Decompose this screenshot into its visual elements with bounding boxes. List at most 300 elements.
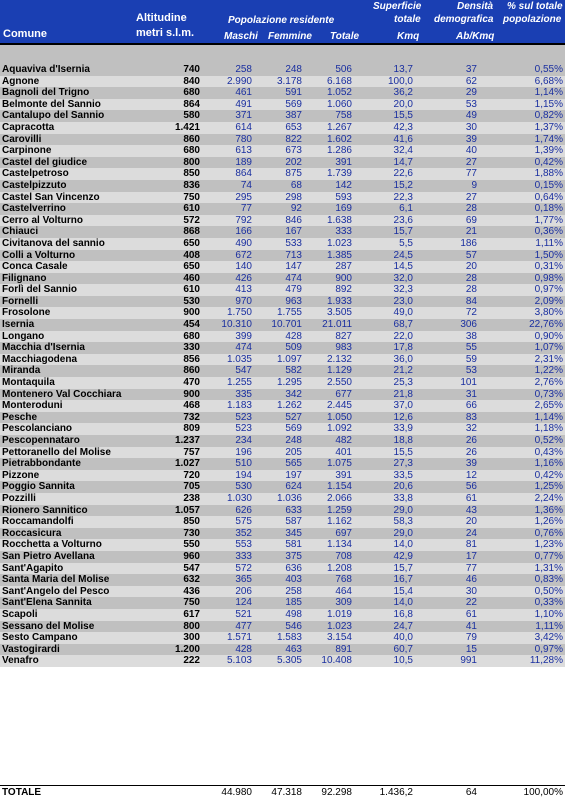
cell-totale: 1.602: [326, 133, 352, 145]
cell-femmine: 474: [285, 272, 302, 284]
table-row: [0, 250, 565, 262]
cell-femmine: 527: [285, 411, 302, 423]
cell-densita: 57: [465, 249, 477, 261]
cell-femmine: 653: [285, 121, 302, 133]
cell-comune: Belmonte del Sannio: [2, 98, 101, 110]
total-densita: 64: [465, 787, 477, 798]
cell-femmine: 581: [285, 539, 302, 551]
cell-femmine: 875: [285, 168, 302, 180]
cell-maschi: 1.030: [226, 492, 252, 504]
cell-altitudine: 1.057: [174, 504, 200, 516]
table-row: [0, 157, 565, 169]
cell-superficie: 17,8: [393, 342, 413, 354]
cell-comune: Colli a Volturno: [2, 249, 76, 261]
cell-totale: 401: [335, 446, 352, 458]
cell-densita: 39: [465, 458, 477, 470]
cell-perc: 0,98%: [534, 272, 563, 284]
cell-superficie: 22,0: [393, 330, 413, 342]
cell-superficie: 15,2: [393, 179, 413, 191]
cell-altitudine: 460: [183, 272, 200, 284]
cell-superficie: 14,7: [393, 156, 413, 168]
cell-perc: 1,15%: [534, 98, 563, 110]
cell-maschi: 189: [235, 156, 252, 168]
cell-comune: Macchia d'Isernia: [2, 342, 85, 354]
table-row: [0, 215, 565, 227]
cell-altitudine: 900: [183, 388, 200, 400]
cell-superficie: 32,0: [393, 272, 413, 284]
cell-totale: 3.505: [326, 307, 352, 319]
cell-femmine: 713: [285, 249, 302, 261]
cell-densita: 12: [465, 469, 477, 481]
cell-femmine: 205: [285, 446, 302, 458]
cell-maschi: 333: [235, 550, 252, 562]
cell-maschi: 234: [235, 435, 252, 446]
cell-superficie: 14,0: [393, 597, 413, 609]
table-row: [0, 412, 565, 424]
cell-superficie: 22,6: [393, 168, 413, 180]
table-row: [0, 76, 565, 88]
cell-comune: Civitanova del sannio: [2, 237, 105, 249]
cell-maschi: 521: [235, 608, 252, 620]
cell-femmine: 428: [285, 330, 302, 342]
cell-comune: Cantalupo del Sannio: [2, 110, 105, 122]
cell-perc: 1,50%: [534, 249, 563, 261]
table-row: [0, 307, 565, 319]
cell-maschi: 553: [235, 539, 252, 551]
cell-comune: Conca Casale: [2, 261, 68, 273]
cell-altitudine: 468: [183, 400, 200, 412]
table-row: [0, 377, 565, 389]
cell-altitudine: 238: [183, 492, 200, 504]
cell-altitudine: 730: [183, 527, 200, 539]
cell-comune: Montenero Val Cocchiara: [2, 388, 122, 400]
cell-totale: 169: [335, 203, 352, 215]
cell-superficie: 58,3: [393, 516, 413, 528]
cell-perc: 1,14%: [534, 411, 563, 423]
cell-perc: 0,64%: [534, 191, 563, 203]
cell-densita: 26: [465, 435, 477, 446]
header-totale: Totale: [330, 31, 360, 42]
cell-femmine: 1.295: [276, 377, 302, 389]
cell-perc: 1,31%: [534, 562, 563, 574]
table-row: [0, 354, 565, 366]
cell-superficie: 20,0: [393, 98, 413, 110]
cell-superficie: 10,5: [393, 655, 413, 667]
header-maschi: Maschi: [224, 31, 258, 42]
table-row: [0, 563, 565, 575]
cell-densita: 83: [465, 411, 477, 423]
cell-superficie: 21,8: [393, 388, 413, 400]
cell-superficie: 5,5: [399, 237, 413, 249]
cell-comune: Castelpetroso: [2, 168, 69, 180]
cell-densita: 20: [465, 516, 477, 528]
cell-densita: 61: [465, 492, 477, 504]
cell-comune: Vastogirardi: [2, 643, 60, 655]
cell-femmine: 509: [285, 342, 302, 354]
cell-totale: 1.023: [326, 237, 352, 249]
cell-altitudine: 550: [183, 539, 200, 551]
cell-superficie: 33,9: [393, 423, 413, 435]
cell-maschi: 491: [235, 98, 252, 110]
cell-femmine: 248: [285, 64, 302, 75]
cell-superficie: 29,0: [393, 527, 413, 539]
cell-densita: 22: [465, 597, 477, 609]
cell-altitudine: 740: [183, 64, 200, 75]
cell-comune: Sant'Angelo del Pesco: [2, 585, 110, 597]
cell-totale: 1.134: [326, 539, 352, 551]
cell-maschi: 428: [235, 643, 252, 655]
cell-perc: 0,90%: [534, 330, 563, 342]
cell-totale: 1.638: [326, 214, 352, 226]
cell-maschi: 258: [235, 64, 252, 75]
cell-superficie: 15,7: [393, 226, 413, 238]
cell-superficie: 23,6: [393, 214, 413, 226]
cell-maschi: 970: [235, 295, 252, 307]
cell-femmine: 1.262: [276, 400, 302, 412]
cell-comune: Fornelli: [2, 295, 39, 307]
cell-totale: 1.075: [326, 458, 352, 470]
cell-totale: 593: [335, 191, 352, 203]
cell-maschi: 626: [235, 504, 252, 516]
cell-altitudine: 632: [183, 574, 200, 586]
cell-altitudine: 572: [183, 214, 200, 226]
cell-comune: Venafro: [2, 655, 39, 667]
cell-altitudine: 650: [183, 261, 200, 273]
cell-femmine: 248: [285, 435, 302, 446]
table-row: [0, 609, 565, 621]
cell-superficie: 24,7: [393, 620, 413, 632]
cell-maschi: 352: [235, 527, 252, 539]
cell-maschi: 530: [235, 481, 252, 493]
cell-maschi: 575: [235, 516, 252, 528]
cell-comune: Isernia: [2, 319, 35, 331]
cell-maschi: 196: [235, 446, 252, 458]
cell-densita: 53: [465, 365, 477, 377]
cell-altitudine: 850: [183, 516, 200, 528]
cell-densita: 37: [465, 64, 477, 75]
cell-maschi: 399: [235, 330, 252, 342]
cell-comune: Castelpizzuto: [2, 179, 67, 191]
cell-densita: 46: [465, 574, 477, 586]
cell-densita: 43: [465, 504, 477, 516]
cell-femmine: 822: [285, 133, 302, 145]
cell-altitudine: 222: [183, 655, 200, 667]
cell-superficie: 42,3: [393, 121, 413, 133]
cell-femmine: 258: [285, 585, 302, 597]
table-row: [0, 238, 565, 250]
cell-comune: Agnone: [2, 75, 40, 87]
cell-altitudine: 900: [183, 307, 200, 319]
cell-femmine: 569: [285, 423, 302, 435]
cell-femmine: 1.036: [276, 492, 302, 504]
cell-superficie: 21,2: [393, 365, 413, 377]
cell-superficie: 29,0: [393, 504, 413, 516]
table-row: [0, 284, 565, 296]
cell-totale: 768: [335, 574, 352, 586]
table-row: [0, 273, 565, 285]
cell-densita: 29: [465, 87, 477, 99]
cell-femmine: 479: [285, 284, 302, 296]
cell-densita: 38: [465, 330, 477, 342]
cell-superficie: 41,6: [393, 133, 413, 145]
cell-perc: 1,25%: [534, 481, 563, 493]
cell-superficie: 25,3: [393, 377, 413, 389]
cell-totale: 464: [335, 585, 352, 597]
cell-densita: 186: [460, 237, 477, 249]
cell-densita: 77: [465, 168, 477, 180]
cell-totale: 900: [335, 272, 352, 284]
cell-perc: 11,28%: [529, 655, 563, 667]
cell-superficie: 13,7: [393, 64, 413, 75]
cell-superficie: 20,6: [393, 481, 413, 493]
cell-totale: 6.168: [326, 75, 352, 87]
table-row: [0, 597, 565, 609]
cell-perc: 0,76%: [534, 527, 563, 539]
cell-comune: Rionero Sannitico: [2, 504, 88, 516]
cell-femmine: 202: [285, 156, 302, 168]
cell-superficie: 16,8: [393, 608, 413, 620]
cell-perc: 0,33%: [534, 597, 563, 609]
cell-femmine: 387: [285, 110, 302, 122]
cell-altitudine: 680: [183, 87, 200, 99]
cell-totale: 1.129: [326, 365, 352, 377]
cell-maschi: 295: [235, 191, 252, 203]
total-row: [0, 786, 565, 800]
cell-superficie: 37,0: [393, 400, 413, 412]
cell-densita: 84: [465, 295, 477, 307]
header-altitudine-unit: metri s.l.m.: [136, 27, 195, 39]
cell-superficie: 27,3: [393, 458, 413, 470]
cell-femmine: 345: [285, 527, 302, 539]
cell-densita: 40: [465, 145, 477, 157]
cell-altitudine: 1.421: [174, 121, 200, 133]
cell-superficie: 24,5: [393, 249, 413, 261]
cell-perc: 2,09%: [534, 295, 563, 307]
cell-totale: 1.259: [326, 504, 352, 516]
cell-femmine: 1.583: [276, 632, 302, 644]
cell-totale: 1.050: [326, 411, 352, 423]
cell-superficie: 15,4: [393, 585, 413, 597]
cell-altitudine: 868: [183, 226, 200, 238]
cell-femmine: 342: [285, 388, 302, 400]
cell-maschi: 2.990: [226, 75, 252, 87]
cell-totale: 1.052: [326, 87, 352, 99]
cell-totale: 3.154: [326, 632, 352, 644]
cell-maschi: 206: [235, 585, 252, 597]
cell-totale: 2.550: [326, 377, 352, 389]
table-row: [0, 168, 565, 180]
cell-comune: Carovilli: [2, 133, 42, 145]
rows-container: [0, 64, 565, 667]
cell-totale: 309: [335, 597, 352, 609]
table-row: [0, 342, 565, 354]
cell-totale: 1.933: [326, 295, 352, 307]
cell-femmine: 591: [285, 87, 302, 99]
cell-altitudine: 617: [183, 608, 200, 620]
cell-totale: 708: [335, 550, 352, 562]
cell-maschi: 614: [235, 121, 252, 133]
cell-maschi: 474: [235, 342, 252, 354]
cell-femmine: 68: [290, 179, 302, 191]
table-row: [0, 122, 565, 134]
cell-altitudine: 454: [183, 319, 200, 331]
cell-maschi: 124: [235, 597, 252, 609]
cell-totale: 2.445: [326, 400, 352, 412]
cell-femmine: 92: [290, 203, 302, 215]
table-row: [0, 621, 565, 633]
table-row: [0, 516, 565, 528]
cell-comune: Frosolone: [2, 307, 51, 319]
cell-perc: 0,42%: [534, 156, 563, 168]
cell-femmine: 963: [285, 295, 302, 307]
cell-femmine: 1.097: [276, 353, 302, 365]
header-perc: % sul totale: [507, 1, 563, 12]
table-row: [0, 493, 565, 505]
total-label: TOTALE: [2, 787, 42, 798]
cell-perc: 1,16%: [534, 458, 563, 470]
cell-femmine: 3.178: [276, 75, 302, 87]
header-densita-unit: Ab/Kmq: [456, 31, 495, 42]
cell-perc: 0,52%: [534, 435, 563, 446]
cell-comune: Pozzilli: [2, 492, 36, 504]
cell-comune: San Pietro Avellana: [2, 550, 95, 562]
cell-altitudine: 680: [183, 145, 200, 157]
cell-maschi: 523: [235, 423, 252, 435]
cell-perc: 1,36%: [534, 504, 563, 516]
cell-maschi: 792: [235, 214, 252, 226]
cell-comune: Miranda: [2, 365, 41, 377]
cell-altitudine: 840: [183, 75, 200, 87]
cell-totale: 827: [335, 330, 352, 342]
table-row: [0, 180, 565, 192]
cell-densita: 9: [471, 179, 477, 191]
cell-perc: 1,11%: [535, 620, 563, 632]
cell-femmine: 636: [285, 562, 302, 574]
cell-perc: 1,18%: [534, 423, 563, 435]
cell-totale: 1.162: [326, 516, 352, 528]
cell-superficie: 14,0: [393, 539, 413, 551]
cell-densita: 59: [465, 353, 477, 365]
header-altitudine: Altitudine: [136, 12, 187, 24]
table-row: [0, 481, 565, 493]
cell-comune: Sesto Campano: [2, 632, 78, 644]
cell-densita: 27: [465, 156, 477, 168]
cell-superficie: 36,0: [393, 353, 413, 365]
cell-maschi: 166: [235, 226, 252, 238]
cell-superficie: 100,0: [387, 75, 413, 87]
table-row: [0, 145, 565, 157]
cell-perc: 0,18%: [534, 203, 563, 215]
cell-maschi: 10.310: [221, 319, 252, 331]
total-perc: 100,00%: [523, 787, 563, 798]
cell-densita: 55: [465, 342, 477, 354]
cell-femmine: 10.701: [271, 319, 302, 331]
cell-femmine: 463: [285, 643, 302, 655]
cell-perc: 1,14%: [534, 87, 563, 99]
cell-altitudine: 580: [183, 110, 200, 122]
table-row: [0, 447, 565, 459]
cell-comune: Filignano: [2, 272, 47, 284]
cell-altitudine: 408: [183, 249, 200, 261]
total-altitudine: [133, 786, 202, 800]
table-row: [0, 110, 565, 122]
cell-perc: 1,07%: [534, 342, 563, 354]
cell-densita: 39: [465, 133, 477, 145]
cell-perc: 1,37%: [534, 121, 563, 133]
cell-maschi: 780: [235, 133, 252, 145]
header-popolazione: Popolazione residente: [228, 15, 335, 26]
total-maschi: 44.980: [221, 787, 252, 798]
cell-maschi: 365: [235, 574, 252, 586]
cell-totale: 506: [335, 64, 352, 75]
cell-altitudine: 436: [183, 585, 200, 597]
table-row: [0, 319, 565, 331]
cell-maschi: 74: [240, 179, 252, 191]
cell-perc: 1,10%: [534, 608, 563, 620]
cell-totale: 1.019: [326, 608, 352, 620]
cell-comune: Forlì del Sannio: [2, 284, 78, 296]
cell-comune: Roccasicura: [2, 527, 62, 539]
table-row: [0, 655, 565, 667]
cell-perc: 2,76%: [534, 377, 563, 389]
cell-superficie: 6,1: [399, 203, 413, 215]
cell-altitudine: 800: [183, 156, 200, 168]
cell-femmine: 197: [285, 469, 302, 481]
cell-comune: Longano: [2, 330, 45, 342]
cell-femmine: 498: [285, 608, 302, 620]
cell-totale: 333: [335, 226, 352, 238]
cell-altitudine: 864: [183, 98, 200, 110]
cell-altitudine: 757: [183, 446, 200, 458]
cell-altitudine: 732: [183, 411, 200, 423]
cell-femmine: 846: [285, 214, 302, 226]
cell-densita: 26: [465, 446, 477, 458]
cell-maschi: 194: [235, 469, 252, 481]
cell-femmine: 147: [285, 261, 302, 273]
cell-densita: 49: [465, 110, 477, 122]
table-row: [0, 551, 565, 563]
cell-totale: 1.154: [326, 481, 352, 493]
cell-perc: 1,39%: [534, 145, 563, 157]
table-row: [0, 644, 565, 656]
cell-altitudine: 470: [183, 377, 200, 389]
cell-totale: 758: [335, 110, 352, 122]
cell-altitudine: 1.027: [174, 458, 200, 470]
cell-superficie: 49,0: [393, 307, 413, 319]
cell-totale: 697: [335, 527, 352, 539]
cell-perc: 1,88%: [534, 168, 563, 180]
table-row: [0, 226, 565, 238]
cell-perc: 3,80%: [534, 307, 563, 319]
table-row: [0, 389, 565, 401]
table-row: [0, 87, 565, 99]
cell-densita: 81: [465, 539, 477, 551]
cell-altitudine: 330: [183, 342, 200, 354]
table-row: [0, 435, 565, 447]
cell-perc: 2,31%: [534, 353, 563, 365]
cell-perc: 1,23%: [534, 539, 563, 551]
cell-altitudine: 860: [183, 133, 200, 145]
table-row: [0, 539, 565, 551]
header-densita: Densità: [457, 1, 494, 12]
cell-maschi: 490: [235, 237, 252, 249]
cell-altitudine: 960: [183, 550, 200, 562]
cell-comune: Sant'Agapito: [2, 562, 64, 574]
cell-densita: 62: [465, 75, 477, 87]
cell-totale: 1.739: [326, 168, 352, 180]
table-row: [0, 64, 565, 76]
spacer-row: [0, 45, 565, 64]
